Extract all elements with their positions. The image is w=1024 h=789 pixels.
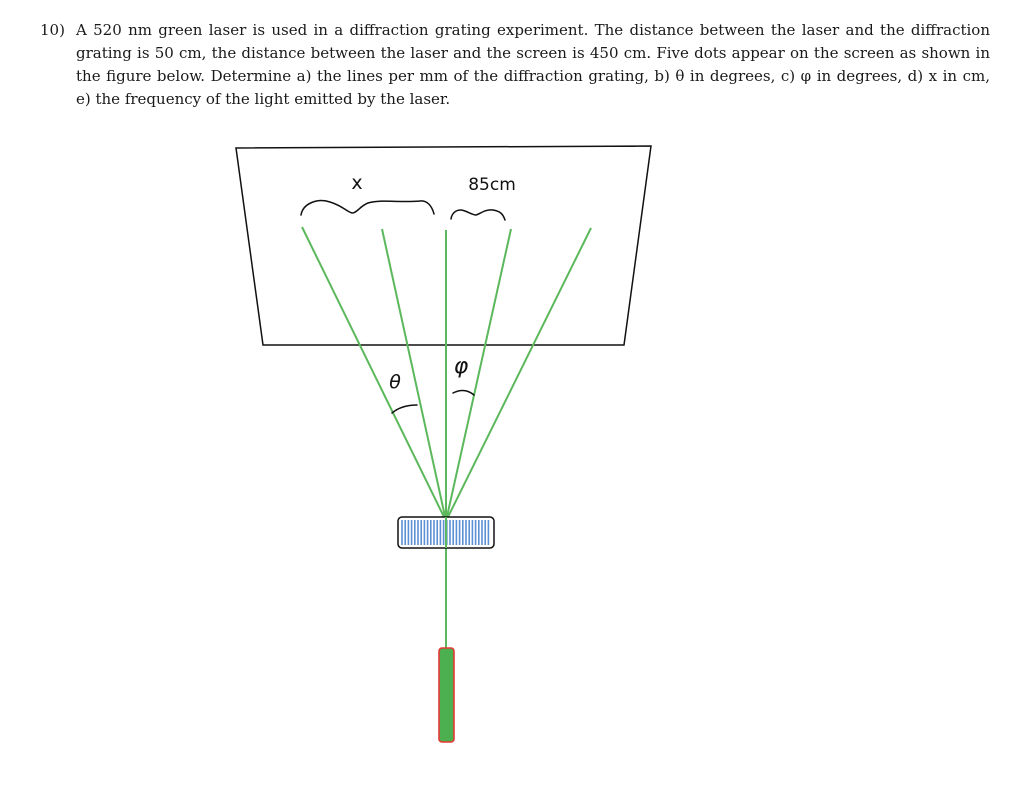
phi-arc [453,391,474,395]
label-phi: φ [453,354,469,379]
brace-x [301,201,434,215]
brace-85cm [451,210,505,220]
label-theta: θ [389,371,401,393]
label-x: x [351,172,363,194]
problem-number: 10) [40,21,65,39]
screen [236,146,651,345]
beam-left-outer [302,227,446,521]
light-beams [302,227,591,650]
label-85cm: 85cm [468,175,516,195]
problem-text: A 520 nm green laser is used in a diffraction grating experiment. The distance between the laser and the diffraction grating is 50 cm, the distance between the laser and the screen is 450 cm. Five dots appear on the screen as shown in the figure below. Determine a) the lines per mm of the diffraction grating, b) θ in degrees, c) φ in degrees, d) x in cm, e) the frequency of the light emitted by the laser. [76,21,990,108]
laser [439,648,454,742]
theta-arc [392,405,417,413]
